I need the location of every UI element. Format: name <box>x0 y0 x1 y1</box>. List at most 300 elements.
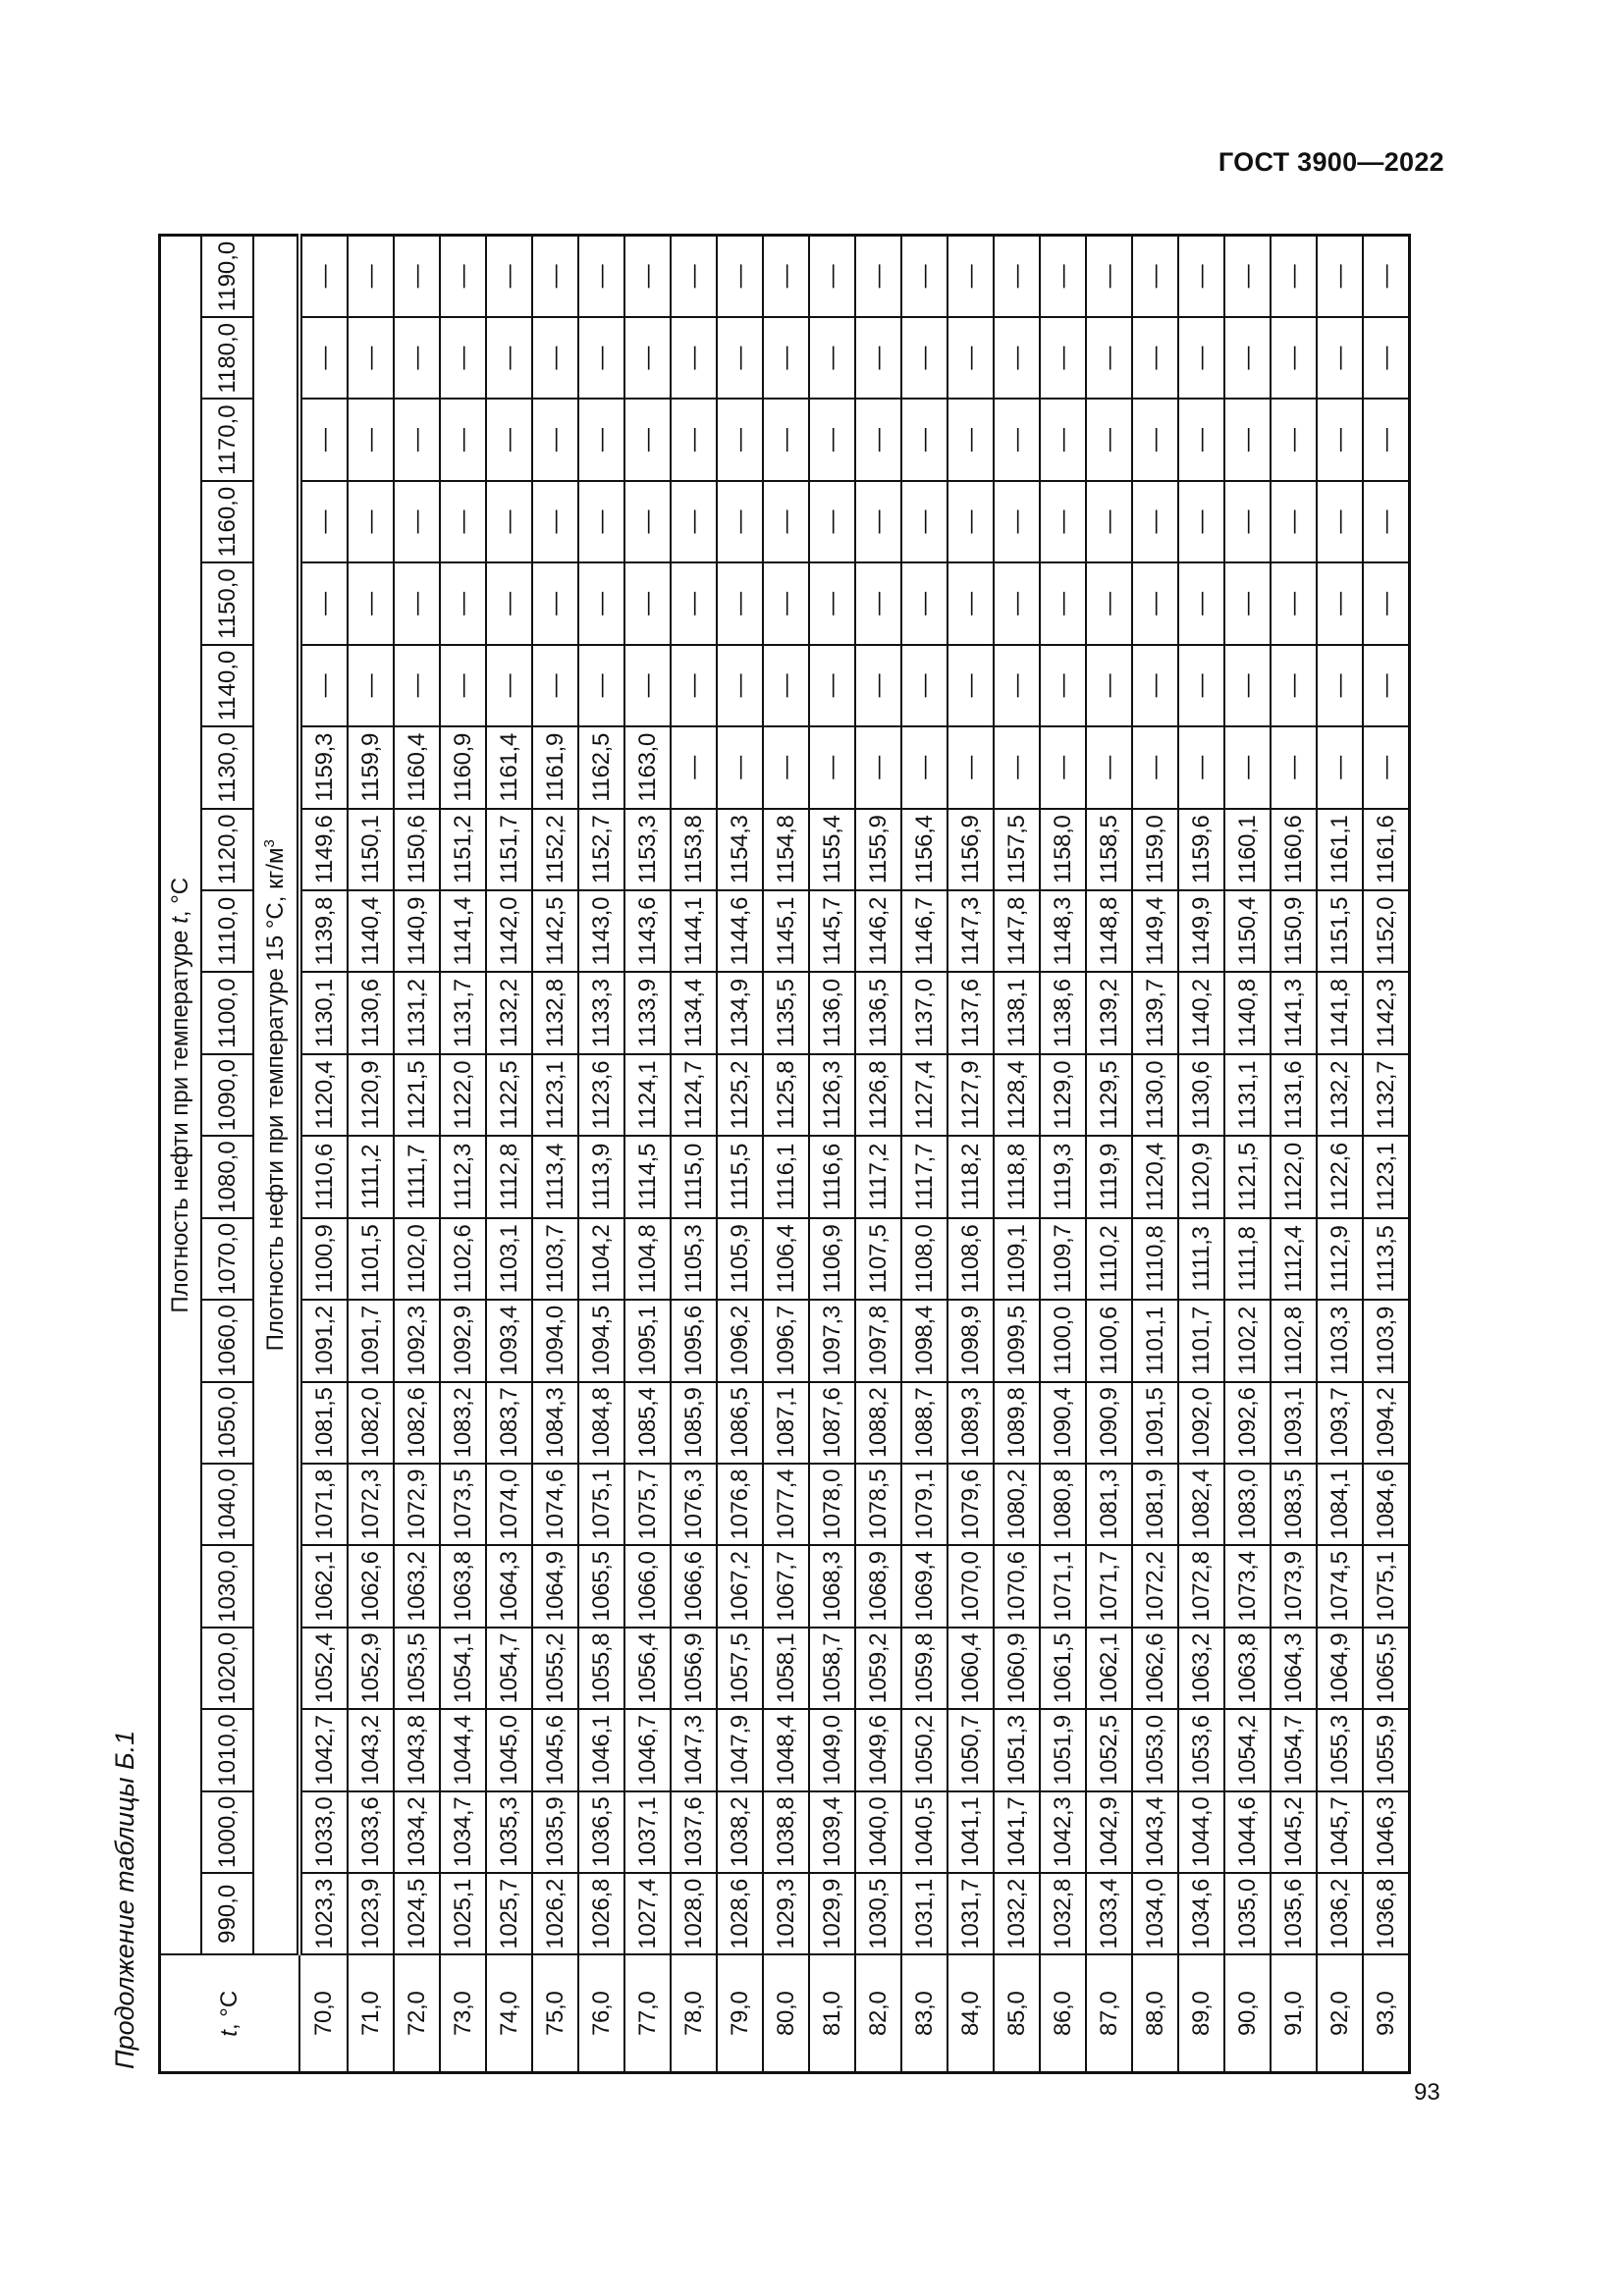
empty-cell: — <box>901 645 947 726</box>
density-cell: 1127,9 <box>947 1054 994 1136</box>
density-cell: 1122,6 <box>1317 1136 1363 1217</box>
density-cell: 1149,6 <box>299 809 348 890</box>
temperature-cell: 78,0 <box>671 1955 717 2073</box>
empty-cell: — <box>299 481 348 562</box>
density-cell: 1152,7 <box>578 809 624 890</box>
density-cell: 1081,3 <box>1086 1464 1132 1545</box>
empty-cell: — <box>1178 645 1224 726</box>
density-cell: 1104,8 <box>624 1218 671 1300</box>
density-cell: 1064,3 <box>1271 1628 1317 1709</box>
empty-cell: — <box>1317 481 1363 562</box>
column-header: 1130,0 <box>201 726 253 808</box>
density-cell: 1052,4 <box>299 1628 348 1709</box>
empty-cell: — <box>1271 481 1317 562</box>
density-cell: 1131,1 <box>1224 1054 1271 1136</box>
density-cell: 1053,0 <box>1132 1709 1178 1790</box>
density-cell: 1159,0 <box>1132 809 1178 890</box>
temperature-cell: 71,0 <box>348 1955 394 2073</box>
temperature-cell: 77,0 <box>624 1955 671 2073</box>
density-cell: 1131,6 <box>1271 1054 1317 1136</box>
table-row <box>1086 236 1132 2073</box>
density-cell: 1074,5 <box>1317 1545 1363 1627</box>
density-cell: 1034,0 <box>1132 1873 1178 1954</box>
header-row-group <box>160 236 202 2073</box>
empty-cell: — <box>717 562 763 644</box>
column-header: 1010,0 <box>201 1709 253 1790</box>
density-cell: 1131,2 <box>394 972 440 1053</box>
density-cell: 1146,2 <box>855 890 901 972</box>
density-cell: 1101,7 <box>1178 1300 1224 1381</box>
density-cell: 1064,9 <box>1317 1628 1363 1709</box>
density-cell: 1098,4 <box>901 1300 947 1381</box>
density-cell: 1043,4 <box>1132 1791 1178 1873</box>
group-header-text: Плотность нефти при температуре <box>167 923 193 1313</box>
density-cell: 1076,8 <box>717 1464 763 1545</box>
density-cell: 1100,6 <box>1086 1300 1132 1381</box>
density-cell: 1120,9 <box>1178 1136 1224 1217</box>
rotated-table-container <box>158 234 1407 2074</box>
density-cell: 1065,5 <box>1363 1628 1410 1709</box>
empty-cell: — <box>1271 562 1317 644</box>
density-cell: 1105,3 <box>671 1218 717 1300</box>
temperature-column-header <box>160 1955 300 2073</box>
density-cell: 1154,3 <box>717 809 763 890</box>
density-cell: 1130,6 <box>1178 1054 1224 1136</box>
temperature-cell: 72,0 <box>394 1955 440 2073</box>
density-cell: 1064,3 <box>486 1545 532 1627</box>
empty-cell: — <box>717 236 763 318</box>
density-cell: 1058,1 <box>763 1628 809 1709</box>
empty-cell: — <box>486 317 532 399</box>
density-cell: 1123,1 <box>532 1054 578 1136</box>
density-cell: 1085,4 <box>624 1382 671 1464</box>
density-cell: 1160,1 <box>1224 809 1271 890</box>
density-cell: 1136,5 <box>855 972 901 1053</box>
sub-header-text: Плотность нефти при температуре 15 °C, кг/м <box>262 847 289 1352</box>
density-cell: 1037,1 <box>624 1791 671 1873</box>
density-cell: 1158,0 <box>1040 809 1086 890</box>
density-cell: 1053,5 <box>394 1628 440 1709</box>
density-cell: 1106,9 <box>809 1218 855 1300</box>
density-cell: 1108,6 <box>947 1218 994 1300</box>
empty-cell: — <box>1363 645 1410 726</box>
empty-cell: — <box>947 317 994 399</box>
empty-cell: — <box>1178 726 1224 808</box>
density-cell: 1126,3 <box>809 1054 855 1136</box>
density-cell: 1084,6 <box>1363 1464 1410 1545</box>
density-cell: 1115,5 <box>717 1136 763 1217</box>
empty-cell: — <box>947 562 994 644</box>
density-cell: 1101,5 <box>348 1218 394 1300</box>
density-cell: 1157,5 <box>994 809 1040 890</box>
empty-cell: — <box>994 726 1040 808</box>
density-cell: 1124,1 <box>624 1054 671 1136</box>
density-cell: 1046,1 <box>578 1709 624 1790</box>
density-cell: 1025,1 <box>440 1873 486 1954</box>
density-cell: 1096,7 <box>763 1300 809 1381</box>
table-row <box>901 236 947 2073</box>
density-cell: 1105,9 <box>717 1218 763 1300</box>
empty-cell: — <box>1224 481 1271 562</box>
density-cell: 1080,2 <box>994 1464 1040 1545</box>
density-cell: 1056,4 <box>624 1628 671 1709</box>
density-cell: 1099,5 <box>994 1300 1040 1381</box>
temperature-cell: 88,0 <box>1132 1955 1178 2073</box>
column-header: 1180,0 <box>201 317 253 399</box>
density-cell: 1132,7 <box>1363 1054 1410 1136</box>
density-cell: 1113,5 <box>1363 1218 1410 1300</box>
empty-cell: — <box>671 481 717 562</box>
empty-cell: — <box>763 317 809 399</box>
density-cell: 1067,2 <box>717 1545 763 1627</box>
density-cell: 1042,9 <box>1086 1791 1132 1873</box>
density-cell: 1140,4 <box>348 890 394 972</box>
density-cell: 1028,6 <box>717 1873 763 1954</box>
empty-cell: — <box>809 317 855 399</box>
empty-cell: — <box>532 481 578 562</box>
empty-cell: — <box>1040 236 1086 318</box>
temperature-cell: 89,0 <box>1178 1955 1224 2073</box>
density-cell: 1075,1 <box>1363 1545 1410 1627</box>
empty-cell: — <box>855 317 901 399</box>
density-cell: 1122,0 <box>1271 1136 1317 1217</box>
density-cell: 1048,4 <box>763 1709 809 1790</box>
temperature-cell: 91,0 <box>1271 1955 1317 2073</box>
density-cell: 1042,7 <box>299 1709 348 1790</box>
column-header: 1040,0 <box>201 1464 253 1545</box>
column-header: 1090,0 <box>201 1054 253 1136</box>
column-header: 1140,0 <box>201 645 253 726</box>
density-cell: 1147,3 <box>947 890 994 972</box>
density-cell: 1150,6 <box>394 809 440 890</box>
empty-cell: — <box>1086 399 1132 480</box>
column-header: 1050,0 <box>201 1382 253 1464</box>
empty-cell: — <box>1224 562 1271 644</box>
density-cell: 1159,3 <box>299 726 348 808</box>
density-cell: 1046,3 <box>1363 1791 1410 1873</box>
empty-cell: — <box>1040 562 1086 644</box>
empty-cell: — <box>486 236 532 318</box>
density-cell: 1111,3 <box>1178 1218 1224 1300</box>
density-cell: 1142,0 <box>486 890 532 972</box>
density-cell: 1023,3 <box>299 1873 348 1954</box>
temperature-cell: 84,0 <box>947 1955 994 2073</box>
density-cell: 1045,7 <box>1317 1791 1363 1873</box>
empty-cell: — <box>763 236 809 318</box>
density-cell: 1110,6 <box>299 1136 348 1217</box>
density-cell: 1121,5 <box>394 1054 440 1136</box>
density-cell: 1142,3 <box>1363 972 1410 1053</box>
density-cell: 1110,8 <box>1132 1218 1178 1300</box>
density-cell: 1121,5 <box>1224 1136 1271 1217</box>
density-cell: 1091,7 <box>348 1300 394 1381</box>
density-cell: 1118,2 <box>947 1136 994 1217</box>
empty-cell: — <box>1040 726 1086 808</box>
density-cell: 1035,0 <box>1224 1873 1271 1954</box>
density-cell: 1027,4 <box>624 1873 671 1954</box>
empty-cell: — <box>348 645 394 726</box>
empty-cell: — <box>1363 236 1410 318</box>
empty-cell: — <box>901 399 947 480</box>
density-cell: 1094,2 <box>1363 1382 1410 1464</box>
density-cell: 1092,0 <box>1178 1382 1224 1464</box>
empty-cell: — <box>1178 481 1224 562</box>
empty-cell: — <box>578 236 624 318</box>
empty-cell: — <box>994 481 1040 562</box>
empty-cell: — <box>1224 399 1271 480</box>
density-cell: 1104,2 <box>578 1218 624 1300</box>
density-cell: 1144,6 <box>717 890 763 972</box>
empty-cell: — <box>671 236 717 318</box>
density-cell: 1132,8 <box>532 972 578 1053</box>
density-cell: 1109,7 <box>1040 1218 1086 1300</box>
table-row <box>1040 236 1086 2073</box>
density-cell: 1059,8 <box>901 1628 947 1709</box>
empty-cell: — <box>1132 562 1178 644</box>
density-cell: 1034,7 <box>440 1791 486 1873</box>
temperature-cell: 90,0 <box>1224 1955 1271 2073</box>
empty-cell: — <box>717 399 763 480</box>
density-cell: 1091,2 <box>299 1300 348 1381</box>
density-cell: 1142,5 <box>532 890 578 972</box>
density-cell: 1050,7 <box>947 1709 994 1790</box>
density-cell: 1158,5 <box>1086 809 1132 890</box>
empty-cell: — <box>1317 645 1363 726</box>
empty-cell: — <box>348 399 394 480</box>
group-header <box>160 236 202 1955</box>
density-cell: 1055,2 <box>532 1628 578 1709</box>
empty-cell: — <box>1178 236 1224 318</box>
density-cell: 1092,3 <box>394 1300 440 1381</box>
temperature-cell: 83,0 <box>901 1955 947 2073</box>
temperature-cell: 93,0 <box>1363 1955 1410 2073</box>
density-cell: 1058,7 <box>809 1628 855 1709</box>
density-cell: 1119,3 <box>1040 1136 1086 1217</box>
density-cell: 1072,3 <box>348 1464 394 1545</box>
density-cell: 1124,7 <box>671 1054 717 1136</box>
density-cell: 1160,6 <box>1271 809 1317 890</box>
density-cell: 1025,7 <box>486 1873 532 1954</box>
density-cell: 1089,8 <box>994 1382 1040 1464</box>
density-cell: 1081,9 <box>1132 1464 1178 1545</box>
density-cell: 1033,6 <box>348 1791 394 1873</box>
density-cell: 1085,9 <box>671 1382 717 1464</box>
density-cell: 1101,1 <box>1132 1300 1178 1381</box>
density-cell: 1073,9 <box>1271 1545 1317 1627</box>
column-header: 990,0 <box>201 1873 253 1954</box>
density-cell: 1113,4 <box>532 1136 578 1217</box>
density-cell: 1117,2 <box>855 1136 901 1217</box>
density-cell: 1041,1 <box>947 1791 994 1873</box>
density-cell: 1097,8 <box>855 1300 901 1381</box>
empty-cell: — <box>440 236 486 318</box>
density-cell: 1060,4 <box>947 1628 994 1709</box>
density-cell: 1040,0 <box>855 1791 901 1873</box>
density-cell: 1100,9 <box>299 1218 348 1300</box>
empty-cell: — <box>763 481 809 562</box>
table-row <box>1224 236 1271 2073</box>
sub-header-superscript: 3 <box>261 839 278 848</box>
table-row <box>440 236 486 2073</box>
density-cell: 1068,9 <box>855 1545 901 1627</box>
temperature-cell: 81,0 <box>809 1955 855 2073</box>
empty-cell: — <box>809 645 855 726</box>
density-cell: 1154,8 <box>763 809 809 890</box>
empty-cell: — <box>671 317 717 399</box>
empty-cell: — <box>947 726 994 808</box>
column-header: 1100,0 <box>201 972 253 1053</box>
density-cell: 1072,2 <box>1132 1545 1178 1627</box>
density-cell: 1143,6 <box>624 890 671 972</box>
density-cell: 1112,3 <box>440 1136 486 1217</box>
empty-cell: — <box>299 236 348 318</box>
density-cell: 1153,8 <box>671 809 717 890</box>
density-cell: 1083,5 <box>1271 1464 1317 1545</box>
density-cell: 1054,7 <box>1271 1709 1317 1790</box>
density-cell: 1150,9 <box>1271 890 1317 972</box>
empty-cell: — <box>1132 645 1178 726</box>
density-cell: 1078,5 <box>855 1464 901 1545</box>
empty-cell: — <box>855 236 901 318</box>
density-cell: 1071,1 <box>1040 1545 1086 1627</box>
density-cell: 1033,0 <box>299 1791 348 1873</box>
density-cell: 1047,3 <box>671 1709 717 1790</box>
empty-cell: — <box>809 726 855 808</box>
empty-cell: — <box>855 399 901 480</box>
density-cell: 1083,7 <box>486 1382 532 1464</box>
density-cell: 1137,6 <box>947 972 994 1053</box>
density-cell: 1055,8 <box>578 1628 624 1709</box>
density-cell: 1079,6 <box>947 1464 994 1545</box>
density-cell: 1148,3 <box>1040 890 1086 972</box>
density-cell: 1092,6 <box>1224 1382 1271 1464</box>
density-cell: 1110,2 <box>1086 1218 1132 1300</box>
empty-cell: — <box>901 562 947 644</box>
density-cell: 1139,8 <box>299 890 348 972</box>
density-cell: 1143,0 <box>578 890 624 972</box>
empty-cell: — <box>1132 236 1178 318</box>
empty-cell: — <box>1271 317 1317 399</box>
empty-cell: — <box>901 481 947 562</box>
density-cell: 1122,0 <box>440 1054 486 1136</box>
density-cell: 1090,9 <box>1086 1382 1132 1464</box>
density-cell: 1103,3 <box>1317 1300 1363 1381</box>
density-cell: 1111,2 <box>348 1136 394 1217</box>
density-cell: 1113,9 <box>578 1136 624 1217</box>
temperature-cell: 79,0 <box>717 1955 763 2073</box>
density-cell: 1119,9 <box>1086 1136 1132 1217</box>
density-cell: 1032,8 <box>1040 1873 1086 1954</box>
density-cell: 1051,9 <box>1040 1709 1086 1790</box>
table-row <box>1271 236 1317 2073</box>
density-cell: 1084,3 <box>532 1382 578 1464</box>
empty-cell: — <box>532 645 578 726</box>
density-cell: 1114,5 <box>624 1136 671 1217</box>
t-unit: , °C <box>216 1990 243 2031</box>
empty-cell: — <box>348 317 394 399</box>
density-cell: 1035,6 <box>1271 1873 1317 1954</box>
empty-cell: — <box>1040 481 1086 562</box>
density-cell: 1072,8 <box>1178 1545 1224 1627</box>
empty-cell: — <box>947 236 994 318</box>
density-cell: 1129,0 <box>1040 1054 1086 1136</box>
density-cell: 1149,9 <box>1178 890 1224 972</box>
empty-cell: — <box>1040 317 1086 399</box>
empty-cell: — <box>901 236 947 318</box>
empty-cell: — <box>855 562 901 644</box>
empty-cell: — <box>394 645 440 726</box>
empty-cell: — <box>578 317 624 399</box>
temperature-cell: 80,0 <box>763 1955 809 2073</box>
density-cell: 1162,5 <box>578 726 624 808</box>
density-cell: 1160,9 <box>440 726 486 808</box>
group-header-unit: , °C <box>167 877 193 918</box>
density-cell: 1161,1 <box>1317 809 1363 890</box>
empty-cell: — <box>763 399 809 480</box>
temperature-cell: 70,0 <box>299 1955 348 2073</box>
sub-header <box>253 236 299 1955</box>
density-cell: 1040,5 <box>901 1791 947 1873</box>
density-cell: 1047,9 <box>717 1709 763 1790</box>
density-cell: 1151,7 <box>486 809 532 890</box>
density-cell: 1073,4 <box>1224 1545 1271 1627</box>
density-cell: 1087,6 <box>809 1382 855 1464</box>
density-cell: 1065,5 <box>578 1545 624 1627</box>
temperature-cell: 85,0 <box>994 1955 1040 2073</box>
empty-cell: — <box>440 317 486 399</box>
density-cell: 1044,6 <box>1224 1791 1271 1873</box>
density-cell: 1063,2 <box>394 1545 440 1627</box>
density-cell: 1078,0 <box>809 1464 855 1545</box>
density-cell: 1130,6 <box>348 972 394 1053</box>
density-cell: 1108,0 <box>901 1218 947 1300</box>
density-cell: 1035,9 <box>532 1791 578 1873</box>
temperature-cell: 92,0 <box>1317 1955 1363 2073</box>
column-header: 1080,0 <box>201 1136 253 1217</box>
table-row <box>299 236 348 2073</box>
empty-cell: — <box>1086 481 1132 562</box>
table-row <box>855 236 901 2073</box>
empty-cell: — <box>348 236 394 318</box>
density-cell: 1139,2 <box>1086 972 1132 1053</box>
table-row <box>994 236 1040 2073</box>
density-cell: 1109,1 <box>994 1218 1040 1300</box>
page-number: 93 <box>1414 2079 1440 2106</box>
empty-cell: — <box>624 317 671 399</box>
empty-cell: — <box>394 236 440 318</box>
table-row <box>394 236 440 2073</box>
table-row <box>671 236 717 2073</box>
density-cell: 1161,6 <box>1363 809 1410 890</box>
density-cell: 1057,5 <box>717 1628 763 1709</box>
density-cell: 1064,9 <box>532 1545 578 1627</box>
density-cell: 1070,0 <box>947 1545 994 1627</box>
table-row <box>809 236 855 2073</box>
column-header: 1000,0 <box>201 1791 253 1873</box>
density-cell: 1081,5 <box>299 1382 348 1464</box>
empty-cell: — <box>394 399 440 480</box>
density-cell: 1052,5 <box>1086 1709 1132 1790</box>
density-cell: 1068,3 <box>809 1545 855 1627</box>
density-cell: 1160,4 <box>394 726 440 808</box>
density-cell: 1103,9 <box>1363 1300 1410 1381</box>
density-cell: 1089,3 <box>947 1382 994 1464</box>
empty-cell: — <box>994 399 1040 480</box>
density-cell: 1125,8 <box>763 1054 809 1136</box>
density-cell: 1075,1 <box>578 1464 624 1545</box>
density-cell: 1075,7 <box>624 1464 671 1545</box>
empty-cell: — <box>486 645 532 726</box>
